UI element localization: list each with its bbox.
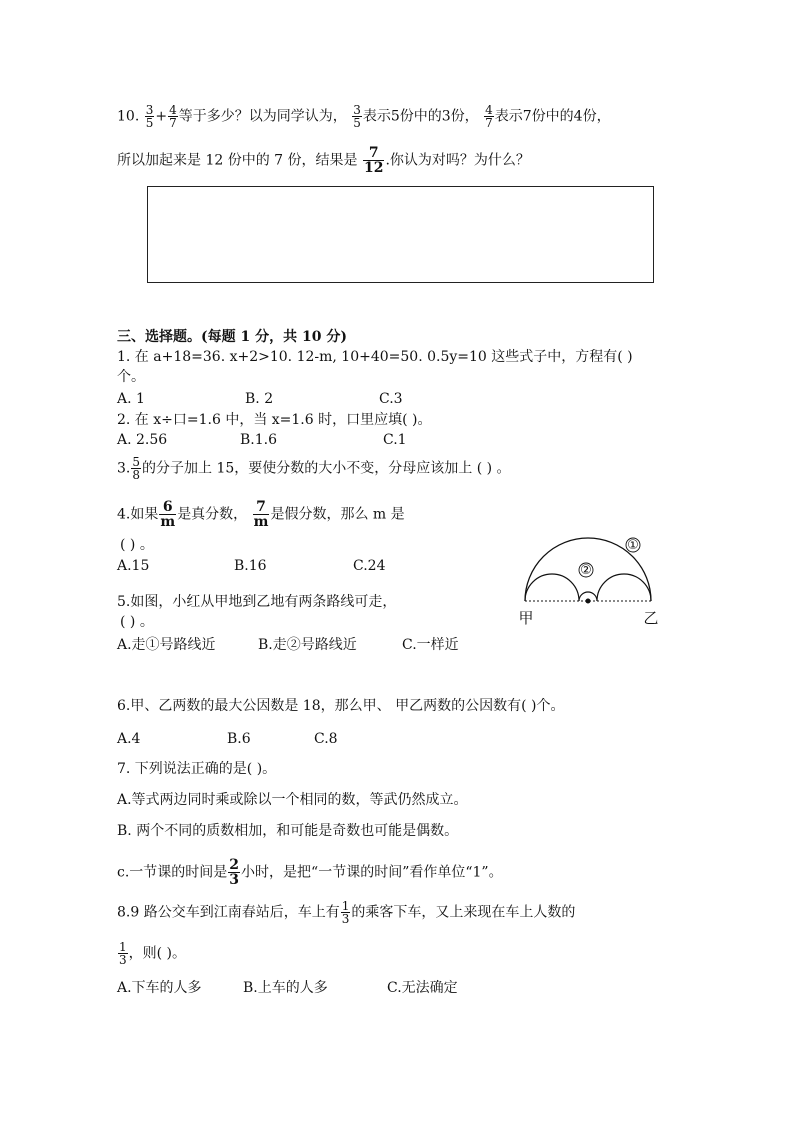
q6-options xyxy=(117,731,338,747)
q1-text: 1. 在 a+18=36. x+2>10. 12-m, 10+40=50. 0.5y=10 这些式子中，方程有( ) xyxy=(117,349,633,365)
q10-fraction-c: $\frac{3}{5}$ xyxy=(353,103,361,130)
start-label: 甲 xyxy=(518,609,534,627)
q10-line2-end: .你认为对吗？为什么？ xyxy=(385,152,530,169)
q8-text-line2: ，则( )。 xyxy=(128,945,187,962)
q2-option-b[interactable]: B.1.6 xyxy=(240,432,278,448)
q7-option-a[interactable]: A.等式两边同时乘或除以一个相同的数，等武仍然成立。 xyxy=(117,792,468,808)
q4-option-c[interactable]: C.24 xyxy=(353,558,386,574)
q10-plus: + xyxy=(155,108,168,125)
q2-option-c[interactable]: C.1 xyxy=(383,432,407,448)
route-2-left-arc xyxy=(525,574,579,601)
q8-option-b[interactable]: B.上车的人多 xyxy=(243,980,328,996)
q4-line xyxy=(117,500,405,529)
q5-option-b[interactable]: B.走②号路线近 xyxy=(258,637,357,653)
section3-heading: 三、选择题。(每题 1 分，共 10 分) xyxy=(117,329,347,345)
q7-option-c[interactable] xyxy=(117,858,503,887)
q4-fraction-b: $\frac{7}{m}$ xyxy=(253,499,269,530)
end-label: 乙 xyxy=(643,609,659,627)
q6-text: 6.甲、乙两数的最大公因数是 18，那么甲、 甲乙两数的公因数有( )个。 xyxy=(117,698,565,714)
q3-fraction: $\frac{5}{8}$ xyxy=(132,455,140,482)
q3-text: 的分子加上 15，要使分数的大小不变，分母应该加上 ( ) 。 xyxy=(142,460,511,477)
route-diagram xyxy=(515,530,665,630)
q2-text: 2. 在 x÷口=1.6 中，当 x=1.6 时，口里应填( )。 xyxy=(117,412,432,428)
q10-line1 xyxy=(117,104,611,129)
q4-fraction-a: $\frac{6}{m}$ xyxy=(160,499,176,530)
q7-option-c-prefix: c.一节课的时间是 xyxy=(117,864,228,881)
q7-text: 7. 下列说法正确的是( )。 xyxy=(117,761,277,777)
q8-line1 xyxy=(117,900,575,925)
q8-text-suffix: 的乘客下车，又上来现在车上人数的 xyxy=(351,904,576,921)
q4-blank: ( ) 。 xyxy=(120,537,154,553)
q10-fraction-d: $\frac{4}{7}$ xyxy=(485,103,493,130)
center-dot xyxy=(586,599,591,604)
q3-number: 3. xyxy=(117,460,131,477)
q10-line2 xyxy=(117,146,530,175)
route-2-label: ② xyxy=(580,563,592,578)
q8-text-prefix: 8.9 路公交车到江南春站后，车上有 xyxy=(117,904,340,921)
q2-option-a[interactable]: A. 2.56 xyxy=(117,432,168,448)
q3-line xyxy=(117,456,511,481)
q2-options xyxy=(117,432,407,448)
q7-option-c-fraction: $\frac{2}{3}$ xyxy=(229,857,240,888)
q6-option-c[interactable]: C.8 xyxy=(314,731,338,747)
q1-option-b[interactable]: B. 2 xyxy=(245,391,274,407)
q7-option-c-suffix: 小时，是把“一节课的时间”看作单位“1”。 xyxy=(241,864,503,881)
q8-option-c[interactable]: C.无法确定 xyxy=(387,980,458,996)
q8-option-a[interactable]: A.下车的人多 xyxy=(117,980,202,996)
route-2-right-arc xyxy=(597,574,651,601)
q10-fraction-a: $\frac{3}{5}$ xyxy=(145,103,154,130)
q1-option-c[interactable]: C.3 xyxy=(379,391,403,407)
q6-option-a[interactable]: A.4 xyxy=(117,731,141,747)
q10-line2-text: 所以加起来是 12 份中的 7 份，结果是 xyxy=(117,152,358,169)
q10-fraction-e: $\frac{7}{12}$ xyxy=(363,145,384,176)
q8-fraction-2: $\frac{1}{3}$ xyxy=(119,940,127,967)
q5-option-a[interactable]: A.走①号路线近 xyxy=(117,637,216,653)
q4-option-b[interactable]: B.16 xyxy=(234,558,267,574)
q10-text3: 表示7份中的4份， xyxy=(494,108,611,125)
q1-option-a[interactable]: A. 1 xyxy=(117,391,145,407)
q8-options xyxy=(117,980,458,996)
q8-fraction: $\frac{1}{3}$ xyxy=(341,899,350,926)
q4-mid: 是真分数， xyxy=(177,506,248,523)
q5-text: 5.如图，小红从甲地到乙地有两条路线可走， xyxy=(117,594,397,610)
q10-text2: 表示5份中的3份， xyxy=(362,108,479,125)
q4-prefix: 4.如果 xyxy=(117,506,159,523)
q5-option-c[interactable]: C.一样近 xyxy=(402,637,459,653)
q4-suffix: 是假分数，那么 m 是 xyxy=(270,506,405,523)
q10-text1: 等于多少？以为同学认为， xyxy=(178,108,347,125)
q10-fraction-b: $\frac{4}{7}$ xyxy=(169,103,177,130)
q1-options xyxy=(117,391,403,407)
q7-option-b[interactable]: B. 两个不同的质数相加，和可能是奇数也可能是偶数。 xyxy=(117,823,459,839)
q6-option-b[interactable]: B.6 xyxy=(227,731,251,747)
q10-number: 10. xyxy=(117,108,140,125)
q8-line2 xyxy=(117,941,186,966)
q5-blank: ( ) 。 xyxy=(120,614,154,630)
q5-options xyxy=(117,637,459,653)
q1-text-cont: 个。 xyxy=(117,369,145,385)
q4-option-a[interactable]: A.15 xyxy=(117,558,150,574)
q10-answer-box[interactable] xyxy=(147,186,654,283)
q4-options xyxy=(117,558,385,574)
route-1-label: ① xyxy=(627,538,639,553)
